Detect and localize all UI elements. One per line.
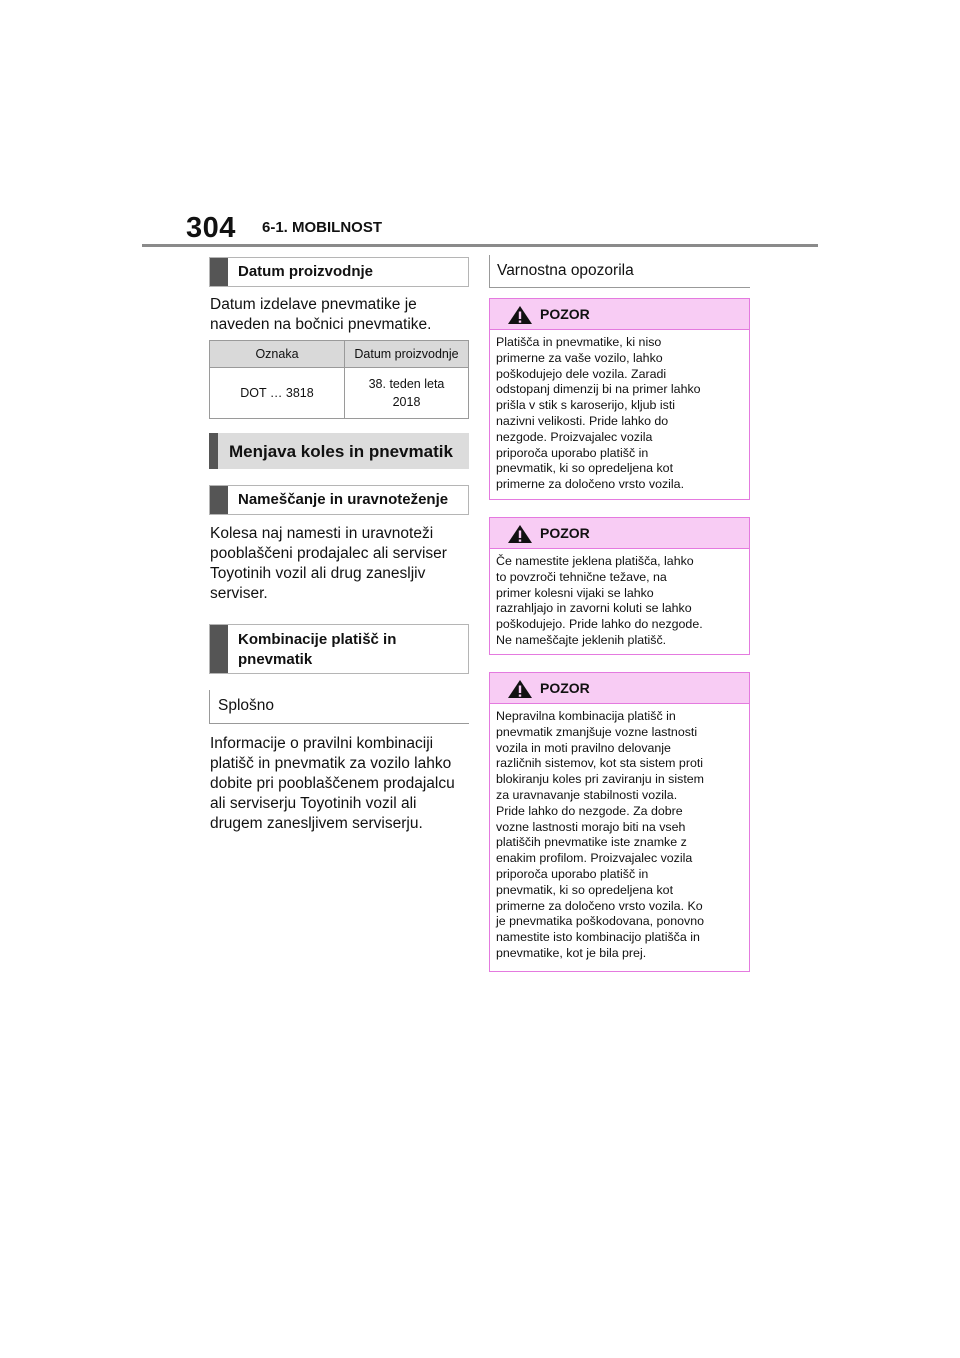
heading-line: Kombinacije platišč in	[238, 631, 397, 648]
text-line: vozila in moti pravilno delovanje	[496, 740, 671, 755]
caution-box-1	[489, 298, 750, 500]
text-line: primer kolesni vijaki se lahko	[496, 585, 654, 600]
caution-box-3	[489, 672, 750, 972]
page-number: 304	[186, 212, 236, 244]
text-line: Pride lahko do nezgode. Za dobre	[496, 803, 683, 818]
heading-text: Menjava koles in pnevmatik	[229, 442, 453, 461]
caution-body	[490, 549, 749, 656]
text-line: platišč in pnevmatik za vozilo lahko	[210, 755, 452, 772]
heading-kombinacije	[209, 624, 469, 674]
text-line: priporoča uporabo platišč in	[496, 866, 649, 881]
cell-line: 38. teden leta	[368, 377, 445, 391]
text-line: platiščih pnevmatike iste znamke z	[496, 835, 687, 850]
caution-title: POZOR	[540, 306, 590, 322]
text-line: to povzroči tehnične težave, na	[496, 569, 667, 584]
caution-header	[490, 673, 749, 704]
mount-paragraph	[210, 524, 447, 604]
table-header-row	[210, 341, 469, 368]
text-line: pnevmatike, kot je bila prej.	[496, 945, 647, 960]
text-line: namestite isto kombinacijo platišča in	[496, 930, 700, 945]
text-line: primerne za določeno vrsto vozila.	[496, 477, 685, 492]
caution-header	[490, 518, 749, 549]
heading-bar	[210, 486, 228, 514]
text-line: primerne za vaše vozilo, lahko	[496, 350, 663, 365]
text-line: poškodujejo. Pride lahko do nezgode.	[496, 617, 703, 632]
heading-menjava-koles	[209, 433, 469, 469]
text-line: enakim profilom. Proizvajalec vozila	[496, 851, 693, 866]
text-line: je pnevmatika poškodovana, ponovno	[496, 914, 705, 929]
text-line: drugem zanesljivem serviserju.	[210, 815, 423, 832]
text-line: pooblaščeni prodajalec ali serviser	[210, 545, 447, 562]
warning-triangle-icon	[507, 305, 533, 325]
text-line: Ne nameščajte jeklenih platišč.	[496, 632, 667, 647]
safety-rule	[489, 287, 750, 288]
text-line: serviser.	[210, 585, 268, 602]
safety-left-rule	[489, 255, 490, 288]
table-cell	[345, 368, 469, 419]
text-line: različnih sistemov, kot sta sistem proti	[496, 756, 704, 771]
text-line: poškodujejo dele vozila. Zaradi	[496, 366, 667, 381]
text-line: naveden na bočnici pnevmatike.	[210, 316, 432, 333]
caution-header	[490, 299, 749, 330]
production-date-table	[209, 340, 469, 419]
table-cell: DOT … 3818	[210, 368, 345, 419]
warning-triangle-icon	[507, 524, 533, 544]
text-line: Če namestite jeklena platišča, lahko	[496, 554, 694, 568]
text-line: primerne za določeno vrsto vozila. Ko	[496, 898, 703, 913]
text-line: Nepravilna kombinacija platišč in	[496, 709, 676, 723]
section-title: 6-1. MOBILNOST	[262, 219, 383, 236]
text-line: Kolesa naj namesti in uravnoteži	[210, 525, 434, 542]
splosno-rule	[209, 723, 469, 724]
heading-text: Datum proizvodnje	[238, 263, 374, 280]
caution-title: POZOR	[540, 680, 590, 696]
splosno-left-rule	[209, 690, 210, 724]
text-line: ali serviserju Toyotinih vozil ali	[210, 795, 417, 812]
table-row	[210, 368, 469, 419]
heading-bar	[210, 625, 228, 673]
caution-box-2	[489, 517, 750, 655]
warning-triangle-icon	[507, 679, 533, 699]
text-line: pnevmatik, ki so opredeljena kot	[496, 882, 674, 897]
heading-text: Nameščanje in uravnoteženje	[238, 491, 449, 508]
heading-namescanje	[209, 485, 469, 515]
header-rule	[142, 244, 818, 247]
text-line: Platišča in pnevmatike, ki niso	[496, 335, 662, 349]
text-line: pnevmatik, ki so opredeljena kot	[496, 461, 674, 476]
text-line: prišla v stik s karoserijo, kljub isti	[496, 398, 676, 413]
text-line: Datum izdelave pnevmatike je	[210, 296, 417, 313]
text-line: za uravnavanje stabilnosti vozila.	[496, 787, 678, 802]
text-line: Informacije o pravilni kombinaciji	[210, 735, 434, 752]
caution-body	[490, 704, 749, 969]
text-line: odstopanj dimenzij bi na primer lahko	[496, 382, 701, 397]
heading-datum-proizvodnje	[209, 257, 469, 287]
caution-body	[490, 330, 749, 500]
heading-bar	[210, 258, 228, 286]
heading-text	[238, 630, 396, 670]
text-line: nazivni velikosti. Pride lahko do	[496, 413, 669, 428]
text-line: razrahljajo in zavorni koluti se lahko	[496, 601, 692, 616]
table-header-cell: Datum proizvodnje	[345, 341, 469, 368]
general-paragraph	[210, 734, 455, 834]
text-line: blokiranju koles pri zaviranju in sistem	[496, 772, 704, 787]
table-header-cell: Oznaka	[210, 341, 345, 368]
text-line: dobite pri pooblaščenem prodajalcu	[210, 775, 455, 792]
text-line: nezgode. Proizvajalec vozila	[496, 429, 653, 444]
caution-title: POZOR	[540, 525, 590, 541]
text-line: pnevmatik zmanjšuje vozne lastnosti	[496, 724, 698, 739]
heading-splosno: Splošno	[218, 697, 275, 714]
text-line: priporoča uporabo platišč in	[496, 445, 649, 460]
heading-varnostna-opozorila: Varnostna opozorila	[497, 262, 634, 279]
heading-bar	[209, 433, 218, 469]
text-line: Toyotinih vozil ali drug zanesljiv	[210, 565, 426, 582]
cell-line: 2018	[392, 395, 421, 409]
heading-line: pnevmatik	[238, 651, 313, 668]
datum-paragraph	[210, 295, 431, 335]
text-line: vozne lastnosti morajo biti na vseh	[496, 819, 686, 834]
